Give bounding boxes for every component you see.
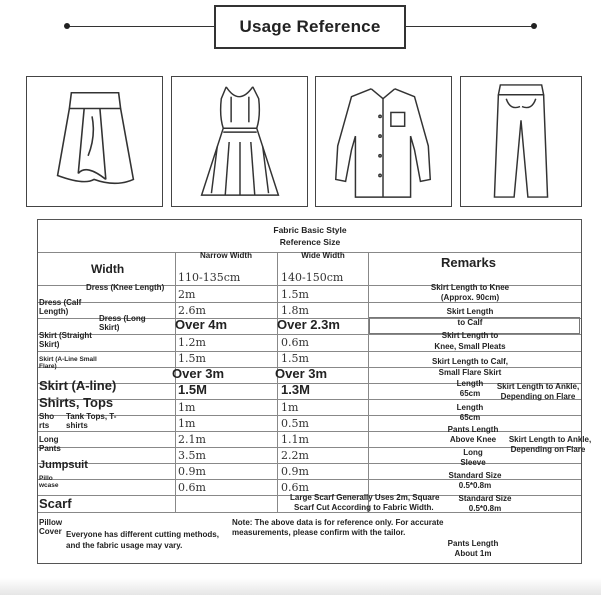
remark: Sleeve bbox=[460, 458, 486, 467]
remark: Depending on Flare bbox=[510, 445, 586, 454]
narrow-value: 1m bbox=[178, 401, 196, 414]
remark: Skirt Length to Knee bbox=[430, 283, 510, 292]
wide-value: 0.6m bbox=[281, 481, 309, 494]
remark: Skirt Length to Calf, bbox=[432, 357, 508, 366]
footnote-right: measurements, please confirm with the tailor. bbox=[232, 528, 406, 537]
wide-value: Over 2.3m bbox=[277, 317, 340, 332]
col-divider bbox=[175, 252, 176, 512]
label-skirt-aline-small: Skirt (A-Line Small Flare) bbox=[39, 356, 97, 371]
remark: (Approx. 90cm) bbox=[440, 293, 500, 302]
remark: Skirt Length to Ankle, bbox=[496, 382, 580, 391]
footnote-right: Note: The above data is for reference only. For accurate bbox=[232, 518, 444, 527]
narrow-value: 3.5m bbox=[178, 449, 206, 462]
table-heading-line2: Reference Size bbox=[279, 237, 341, 247]
page-title: Usage Reference bbox=[239, 17, 381, 36]
remark: About 1m bbox=[454, 549, 492, 558]
bottom-shade bbox=[0, 578, 601, 595]
remark: Standard Size bbox=[458, 494, 512, 503]
narrow-value: 1.5m bbox=[178, 352, 206, 365]
wide-range: 140-150cm bbox=[281, 271, 344, 284]
remark: 65cm bbox=[459, 413, 481, 422]
dress-illustration bbox=[171, 76, 308, 207]
remark: Standard Size bbox=[448, 471, 502, 480]
skirt-illustration bbox=[26, 76, 163, 207]
pants-icon bbox=[461, 77, 581, 206]
remark: Above Knee bbox=[449, 435, 497, 444]
wide-value: Over 3m bbox=[275, 366, 328, 381]
remark: Depending on Flare bbox=[500, 392, 576, 401]
wide-value: 1m bbox=[281, 401, 299, 414]
narrow-value: 2m bbox=[178, 288, 196, 301]
wide-value: 0.9m bbox=[281, 465, 309, 478]
table-heading-line1: Fabric Basic Style bbox=[273, 225, 347, 235]
footnote-left: and the fabric usage may vary. bbox=[66, 541, 183, 550]
remark: Small Flare Skirt bbox=[438, 368, 502, 377]
remark: Knee, Small Pleats bbox=[434, 342, 506, 351]
wide-value: 1.8m bbox=[281, 304, 309, 317]
title-rule-right bbox=[406, 26, 534, 27]
narrow-value: 2.6m bbox=[178, 304, 206, 317]
remark: Skirt Length to Ankle, bbox=[508, 435, 592, 444]
footnote-left: Everyone has different cutting methods, bbox=[66, 530, 219, 539]
shirt-illustration bbox=[315, 76, 452, 207]
narrow-value: Over 4m bbox=[175, 317, 228, 332]
label-dress-calf: Dress (Calf Length) bbox=[39, 298, 82, 316]
label-shorts: Sho rts bbox=[39, 412, 55, 430]
remark: Skirt Length to bbox=[441, 331, 499, 340]
title-dot-right bbox=[531, 23, 537, 29]
narrow-value: 1.5M bbox=[178, 382, 207, 397]
wide-value: 0.5m bbox=[281, 417, 309, 430]
label-jumpsuit: Jumpsuit bbox=[39, 459, 88, 471]
label-skirt-straight: Skirt (Straight Skirt) bbox=[39, 331, 92, 349]
narrow-value: 2.1m bbox=[178, 433, 206, 446]
narrow-range: 110-135cm bbox=[178, 271, 241, 284]
label-dress-knee: Dress (Knee Length) bbox=[86, 283, 165, 292]
col-width-header: Width bbox=[91, 262, 125, 276]
wide-value: 1.1m bbox=[281, 433, 309, 446]
remark: 0.5*0.8m bbox=[468, 504, 502, 513]
narrow-value: 1.2m bbox=[178, 336, 206, 349]
title-dot-left bbox=[64, 23, 70, 29]
label-scarf: Scarf bbox=[39, 496, 72, 511]
title-box bbox=[214, 5, 406, 49]
narrow-value: 0.6m bbox=[178, 481, 206, 494]
remark: Pants Length bbox=[447, 425, 499, 434]
remark: Length bbox=[456, 403, 484, 412]
skirt-icon bbox=[27, 77, 162, 206]
remark: to Calf bbox=[457, 318, 483, 327]
dress-icon bbox=[172, 77, 307, 206]
narrow-value: Over 3m bbox=[172, 366, 225, 381]
wide-value: 1.5m bbox=[281, 288, 309, 301]
label-pillowcase: Pillo wcase bbox=[39, 475, 59, 490]
remark: Skirt Length bbox=[446, 307, 494, 316]
label-shirts-tops: Shirts, Tops bbox=[39, 395, 114, 410]
remark: 65cm bbox=[459, 389, 481, 398]
narrow-value: 0.9m bbox=[178, 465, 206, 478]
col-narrow-header: Narrow Width bbox=[200, 251, 252, 260]
remark: Length bbox=[456, 379, 484, 388]
label-pillow-cover: Pillow Cover bbox=[39, 518, 63, 536]
col-divider bbox=[368, 252, 369, 512]
col-wide-header: Wide Width bbox=[301, 251, 345, 260]
col-remarks-header: Remarks bbox=[441, 255, 496, 270]
wide-value: 1.5m bbox=[281, 352, 309, 365]
remark: Long bbox=[463, 448, 483, 457]
remark: 0.5*0.8m bbox=[458, 481, 492, 490]
label-tank-tops: Tank Tops, T-shirts bbox=[66, 412, 117, 430]
label-dress-long: Dress (Long Skirt) bbox=[99, 314, 146, 332]
wide-value: 2.2m bbox=[281, 449, 309, 462]
wide-value: 0.6m bbox=[281, 336, 309, 349]
pants-illustration bbox=[460, 76, 582, 207]
col-divider bbox=[277, 252, 278, 512]
narrow-value: 1m bbox=[178, 417, 196, 430]
label-long-pants: Long Pants bbox=[39, 435, 61, 453]
title-rule-left bbox=[68, 26, 214, 27]
wide-value: 1.3M bbox=[281, 382, 310, 397]
scarf-note: Scarf Cut According to Fabric Width. bbox=[294, 503, 434, 512]
remark: Pants Length bbox=[447, 539, 499, 548]
label-skirt-aline: Skirt (A-line) bbox=[39, 378, 117, 393]
shirt-icon bbox=[316, 77, 451, 206]
scarf-note: Large Scarf Generally Uses 2m, Square bbox=[290, 493, 440, 502]
